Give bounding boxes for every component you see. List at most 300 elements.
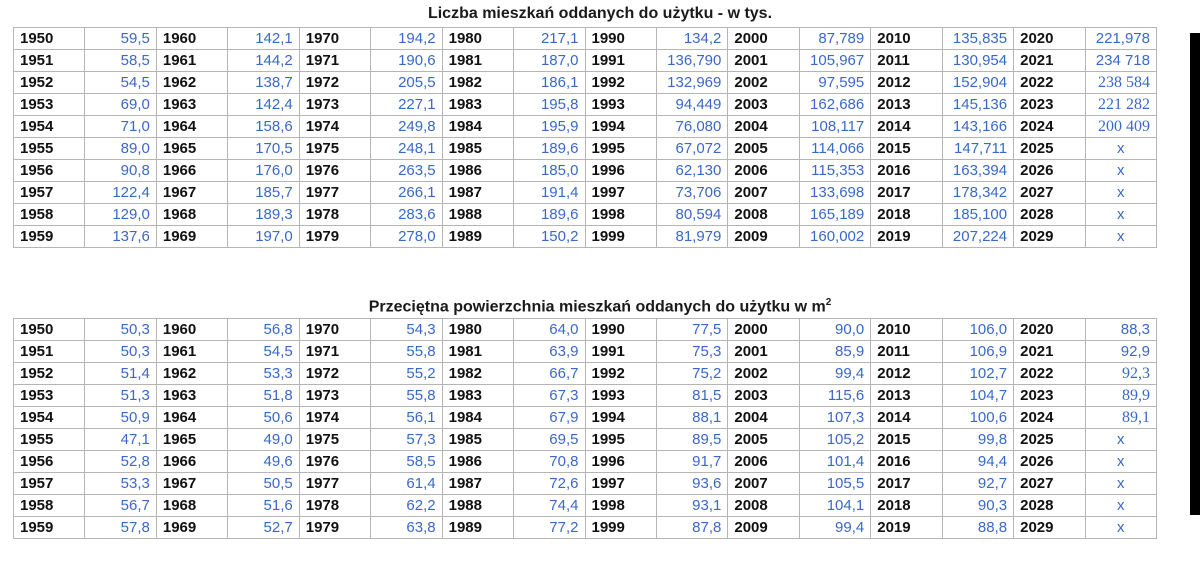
value-cell: 207,224 xyxy=(942,226,1013,248)
year-cell: 2002 xyxy=(728,72,799,94)
value-cell: 51,4 xyxy=(85,363,156,385)
value-cell: 62,130 xyxy=(656,160,727,182)
value-cell: 145,136 xyxy=(942,94,1013,116)
year-cell: 1958 xyxy=(14,495,85,517)
year-cell: 1952 xyxy=(14,363,85,385)
value-cell: 263,5 xyxy=(371,160,442,182)
value-cell: 190,6 xyxy=(371,50,442,72)
value-cell: 205,5 xyxy=(371,72,442,94)
value-cell: 66,7 xyxy=(514,363,585,385)
value-cell: 115,6 xyxy=(799,385,870,407)
value-cell: 72,6 xyxy=(514,473,585,495)
year-cell: 2000 xyxy=(728,28,799,50)
value-cell: 106,0 xyxy=(942,319,1013,341)
year-cell: 1950 xyxy=(14,319,85,341)
year-cell: 2007 xyxy=(728,473,799,495)
value-cell: 189,6 xyxy=(514,204,585,226)
year-cell: 2023 xyxy=(1014,385,1085,407)
table-row xyxy=(14,517,1157,539)
table-row xyxy=(14,319,1157,341)
year-cell: 1970 xyxy=(299,319,370,341)
value-cell: x xyxy=(1085,495,1156,517)
year-cell: 1995 xyxy=(585,429,656,451)
year-cell: 2019 xyxy=(871,517,942,539)
year-cell: 2007 xyxy=(728,182,799,204)
year-cell: 1973 xyxy=(299,94,370,116)
year-cell: 2022 xyxy=(1014,72,1085,94)
value-cell: 158,6 xyxy=(228,116,299,138)
year-cell: 1972 xyxy=(299,363,370,385)
year-cell: 2029 xyxy=(1014,226,1085,248)
value-cell: 234 718 xyxy=(1085,50,1156,72)
year-cell: 1988 xyxy=(442,204,513,226)
year-cell: 2005 xyxy=(728,138,799,160)
value-cell: 104,1 xyxy=(799,495,870,517)
value-cell: 56,1 xyxy=(371,407,442,429)
year-cell: 1979 xyxy=(299,517,370,539)
year-cell: 2020 xyxy=(1014,28,1085,50)
year-cell: 2022 xyxy=(1014,363,1085,385)
value-cell: x xyxy=(1085,517,1156,539)
value-cell: 152,904 xyxy=(942,72,1013,94)
year-cell: 1981 xyxy=(442,50,513,72)
year-cell: 2011 xyxy=(871,50,942,72)
value-cell: 59,5 xyxy=(85,28,156,50)
year-cell: 1990 xyxy=(585,28,656,50)
value-cell: 89,0 xyxy=(85,138,156,160)
year-cell: 1974 xyxy=(299,116,370,138)
table-row xyxy=(14,204,1157,226)
year-cell: 1982 xyxy=(442,72,513,94)
year-cell: 1960 xyxy=(156,319,227,341)
year-cell: 1981 xyxy=(442,341,513,363)
year-cell: 2019 xyxy=(871,226,942,248)
year-cell: 2027 xyxy=(1014,182,1085,204)
table-row xyxy=(14,72,1157,94)
value-cell: 194,2 xyxy=(371,28,442,50)
value-cell: 99,8 xyxy=(942,429,1013,451)
year-cell: 1990 xyxy=(585,319,656,341)
year-cell: 2004 xyxy=(728,116,799,138)
value-cell: 162,686 xyxy=(799,94,870,116)
value-cell: 94,4 xyxy=(942,451,1013,473)
year-cell: 1977 xyxy=(299,473,370,495)
value-cell: 51,3 xyxy=(85,385,156,407)
year-cell: 1993 xyxy=(585,94,656,116)
year-cell: 1970 xyxy=(299,28,370,50)
year-cell: 1976 xyxy=(299,451,370,473)
table-row xyxy=(14,473,1157,495)
value-cell: 89,5 xyxy=(656,429,727,451)
value-cell: 69,5 xyxy=(514,429,585,451)
value-cell: 77,5 xyxy=(656,319,727,341)
value-cell: 81,5 xyxy=(656,385,727,407)
year-cell: 1960 xyxy=(156,28,227,50)
year-cell: 1982 xyxy=(442,363,513,385)
year-cell: 1957 xyxy=(14,182,85,204)
value-cell: 170,5 xyxy=(228,138,299,160)
year-cell: 1961 xyxy=(156,50,227,72)
value-cell: 54,5 xyxy=(85,72,156,94)
value-cell: x xyxy=(1085,182,1156,204)
year-cell: 1997 xyxy=(585,473,656,495)
year-cell: 2024 xyxy=(1014,116,1085,138)
value-cell: 50,3 xyxy=(85,319,156,341)
value-cell: 142,4 xyxy=(228,94,299,116)
year-cell: 1952 xyxy=(14,72,85,94)
value-cell: 64,0 xyxy=(514,319,585,341)
value-cell: 134,2 xyxy=(656,28,727,50)
value-cell: 135,835 xyxy=(942,28,1013,50)
value-cell: x xyxy=(1085,160,1156,182)
year-cell: 1962 xyxy=(156,72,227,94)
value-cell: 71,0 xyxy=(85,116,156,138)
value-cell: 266,1 xyxy=(371,182,442,204)
year-cell: 1991 xyxy=(585,50,656,72)
value-cell: 238 584 xyxy=(1085,72,1156,94)
value-cell: 132,969 xyxy=(656,72,727,94)
value-cell: 227,1 xyxy=(371,94,442,116)
value-cell: 165,189 xyxy=(799,204,870,226)
value-cell: 105,967 xyxy=(799,50,870,72)
value-cell: 51,8 xyxy=(228,385,299,407)
year-cell: 1953 xyxy=(14,385,85,407)
value-cell: 248,1 xyxy=(371,138,442,160)
value-cell: 47,1 xyxy=(85,429,156,451)
value-cell: 76,080 xyxy=(656,116,727,138)
year-cell: 1951 xyxy=(14,341,85,363)
value-cell: 93,6 xyxy=(656,473,727,495)
value-cell: 99,4 xyxy=(799,363,870,385)
year-cell: 2017 xyxy=(871,182,942,204)
average-area-table xyxy=(13,318,1157,539)
value-cell: 114,066 xyxy=(799,138,870,160)
year-cell: 1955 xyxy=(14,429,85,451)
year-cell: 2018 xyxy=(871,495,942,517)
year-cell: 1984 xyxy=(442,116,513,138)
year-cell: 1999 xyxy=(585,226,656,248)
year-cell: 2012 xyxy=(871,363,942,385)
year-cell: 1977 xyxy=(299,182,370,204)
value-cell: 99,4 xyxy=(799,517,870,539)
year-cell: 1954 xyxy=(14,116,85,138)
year-cell: 1956 xyxy=(14,160,85,182)
value-cell: 130,954 xyxy=(942,50,1013,72)
value-cell: x xyxy=(1085,226,1156,248)
table-row xyxy=(14,116,1157,138)
year-cell: 1995 xyxy=(585,138,656,160)
year-cell: 2014 xyxy=(871,407,942,429)
year-cell: 2003 xyxy=(728,385,799,407)
year-cell: 2009 xyxy=(728,226,799,248)
value-cell: 217,1 xyxy=(514,28,585,50)
year-cell: 2006 xyxy=(728,160,799,182)
value-cell: 122,4 xyxy=(85,182,156,204)
year-cell: 2000 xyxy=(728,319,799,341)
year-cell: 1968 xyxy=(156,204,227,226)
year-cell: 1965 xyxy=(156,429,227,451)
year-cell: 2010 xyxy=(871,319,942,341)
value-cell: 89,9 xyxy=(1085,385,1156,407)
year-cell: 1967 xyxy=(156,473,227,495)
value-cell: 185,7 xyxy=(228,182,299,204)
value-cell: 102,7 xyxy=(942,363,1013,385)
year-cell: 2021 xyxy=(1014,341,1085,363)
value-cell: 136,790 xyxy=(656,50,727,72)
value-cell: 90,8 xyxy=(85,160,156,182)
value-cell: 142,1 xyxy=(228,28,299,50)
year-cell: 1966 xyxy=(156,451,227,473)
year-cell: 1999 xyxy=(585,517,656,539)
value-cell: 191,4 xyxy=(514,182,585,204)
value-cell: 55,2 xyxy=(371,363,442,385)
value-cell: 92,3 xyxy=(1085,363,1156,385)
year-cell: 1998 xyxy=(585,495,656,517)
year-cell: 2002 xyxy=(728,363,799,385)
value-cell: 221,978 xyxy=(1085,28,1156,50)
year-cell: 1958 xyxy=(14,204,85,226)
year-cell: 1991 xyxy=(585,341,656,363)
value-cell: x xyxy=(1085,451,1156,473)
table-row xyxy=(14,363,1157,385)
value-cell: 67,072 xyxy=(656,138,727,160)
value-cell: 107,3 xyxy=(799,407,870,429)
year-cell: 1996 xyxy=(585,160,656,182)
year-cell: 2026 xyxy=(1014,451,1085,473)
value-cell: 52,7 xyxy=(228,517,299,539)
year-cell: 1997 xyxy=(585,182,656,204)
value-cell: 62,2 xyxy=(371,495,442,517)
year-cell: 1964 xyxy=(156,407,227,429)
year-cell: 1956 xyxy=(14,451,85,473)
value-cell: 63,8 xyxy=(371,517,442,539)
value-cell: 100,6 xyxy=(942,407,1013,429)
year-cell: 2028 xyxy=(1014,495,1085,517)
value-cell: 56,8 xyxy=(228,319,299,341)
year-cell: 1988 xyxy=(442,495,513,517)
value-cell: 144,2 xyxy=(228,50,299,72)
title-superscript: 2 xyxy=(825,297,832,308)
table-row xyxy=(14,385,1157,407)
year-cell: 1971 xyxy=(299,341,370,363)
year-cell: 2027 xyxy=(1014,473,1085,495)
year-cell: 2016 xyxy=(871,451,942,473)
value-cell: 58,5 xyxy=(371,451,442,473)
value-cell: 104,7 xyxy=(942,385,1013,407)
value-cell: 90,3 xyxy=(942,495,1013,517)
year-cell: 1955 xyxy=(14,138,85,160)
year-cell: 1989 xyxy=(442,517,513,539)
table-row xyxy=(14,429,1157,451)
value-cell: 50,6 xyxy=(228,407,299,429)
value-cell: 63,9 xyxy=(514,341,585,363)
table-row xyxy=(14,226,1157,248)
value-cell: 70,8 xyxy=(514,451,585,473)
year-cell: 2017 xyxy=(871,473,942,495)
value-cell: 75,3 xyxy=(656,341,727,363)
year-cell: 2029 xyxy=(1014,517,1085,539)
edge-bar xyxy=(1190,33,1200,515)
year-cell: 2006 xyxy=(728,451,799,473)
table2-title: Przeciętna powierzchnia mieszkań oddanych do użytku w $m^2$ xyxy=(368,297,832,316)
year-cell: 2021 xyxy=(1014,50,1085,72)
year-cell: 1969 xyxy=(156,517,227,539)
value-cell: 185,100 xyxy=(942,204,1013,226)
year-cell: 1975 xyxy=(299,429,370,451)
value-cell: 283,6 xyxy=(371,204,442,226)
year-cell: 1953 xyxy=(14,94,85,116)
year-cell: 1969 xyxy=(156,226,227,248)
table-row xyxy=(14,94,1157,116)
value-cell: 57,3 xyxy=(371,429,442,451)
year-cell: 2018 xyxy=(871,204,942,226)
value-cell: 50,3 xyxy=(85,341,156,363)
year-cell: 1979 xyxy=(299,226,370,248)
value-cell: 53,3 xyxy=(85,473,156,495)
value-cell: 87,8 xyxy=(656,517,727,539)
year-cell: 1986 xyxy=(442,160,513,182)
value-cell: 108,117 xyxy=(799,116,870,138)
value-cell: 138,7 xyxy=(228,72,299,94)
value-cell: 94,449 xyxy=(656,94,727,116)
year-cell: 1965 xyxy=(156,138,227,160)
value-cell: 133,698 xyxy=(799,182,870,204)
year-cell: 1993 xyxy=(585,385,656,407)
value-cell: x xyxy=(1085,473,1156,495)
housing-count-table xyxy=(13,27,1157,248)
value-cell: 105,5 xyxy=(799,473,870,495)
table-row xyxy=(14,341,1157,363)
value-cell: 77,2 xyxy=(514,517,585,539)
value-cell: 58,5 xyxy=(85,50,156,72)
year-cell: 1992 xyxy=(585,363,656,385)
table-row xyxy=(14,451,1157,473)
value-cell: 73,706 xyxy=(656,182,727,204)
value-cell: 49,0 xyxy=(228,429,299,451)
year-cell: 1987 xyxy=(442,182,513,204)
year-cell: 1985 xyxy=(442,138,513,160)
table-row xyxy=(14,160,1157,182)
year-cell: 1996 xyxy=(585,451,656,473)
year-cell: 1962 xyxy=(156,363,227,385)
year-cell: 2001 xyxy=(728,341,799,363)
value-cell: 51,6 xyxy=(228,495,299,517)
year-cell: 1967 xyxy=(156,182,227,204)
value-cell: 163,394 xyxy=(942,160,1013,182)
value-cell: 195,9 xyxy=(514,116,585,138)
year-cell: 2016 xyxy=(871,160,942,182)
year-cell: 1964 xyxy=(156,116,227,138)
year-cell: 1980 xyxy=(442,319,513,341)
year-cell: 2008 xyxy=(728,495,799,517)
value-cell: 88,8 xyxy=(942,517,1013,539)
year-cell: 2008 xyxy=(728,204,799,226)
year-cell: 1985 xyxy=(442,429,513,451)
value-cell: 160,002 xyxy=(799,226,870,248)
value-cell: 147,711 xyxy=(942,138,1013,160)
value-cell: 67,9 xyxy=(514,407,585,429)
value-cell: 55,8 xyxy=(371,385,442,407)
year-cell: 1994 xyxy=(585,407,656,429)
year-cell: 2003 xyxy=(728,94,799,116)
value-cell: 57,8 xyxy=(85,517,156,539)
year-cell: 2015 xyxy=(871,429,942,451)
value-cell: x xyxy=(1085,429,1156,451)
year-cell: 1968 xyxy=(156,495,227,517)
value-cell: x xyxy=(1085,138,1156,160)
table-row xyxy=(14,182,1157,204)
value-cell: 52,8 xyxy=(85,451,156,473)
value-cell: 87,789 xyxy=(799,28,870,50)
year-cell: 1959 xyxy=(14,226,85,248)
year-cell: 2010 xyxy=(871,28,942,50)
value-cell: 90,0 xyxy=(799,319,870,341)
value-cell: 176,0 xyxy=(228,160,299,182)
year-cell: 1963 xyxy=(156,385,227,407)
table-row xyxy=(14,407,1157,429)
value-cell: 75,2 xyxy=(656,363,727,385)
value-cell: 56,7 xyxy=(85,495,156,517)
value-cell: 178,342 xyxy=(942,182,1013,204)
value-cell: 88,1 xyxy=(656,407,727,429)
value-cell: 85,9 xyxy=(799,341,870,363)
year-cell: 1989 xyxy=(442,226,513,248)
year-cell: 2028 xyxy=(1014,204,1085,226)
year-cell: 1950 xyxy=(14,28,85,50)
year-cell: 1983 xyxy=(442,385,513,407)
table-row xyxy=(14,28,1157,50)
year-cell: 1951 xyxy=(14,50,85,72)
value-cell: 187,0 xyxy=(514,50,585,72)
value-cell: 61,4 xyxy=(371,473,442,495)
value-cell: 106,9 xyxy=(942,341,1013,363)
year-cell: 2005 xyxy=(728,429,799,451)
year-cell: 2014 xyxy=(871,116,942,138)
year-cell: 2023 xyxy=(1014,94,1085,116)
table1-title: Liczba mieszkań oddanych do użytku - w tys. xyxy=(427,5,773,22)
value-cell: 150,2 xyxy=(514,226,585,248)
year-cell: 1978 xyxy=(299,495,370,517)
year-cell: 1984 xyxy=(442,407,513,429)
year-cell: 1966 xyxy=(156,160,227,182)
table-row xyxy=(14,495,1157,517)
year-cell: 1998 xyxy=(585,204,656,226)
value-cell: 74,4 xyxy=(514,495,585,517)
value-cell: x xyxy=(1085,204,1156,226)
year-cell: 2011 xyxy=(871,341,942,363)
year-cell: 1980 xyxy=(442,28,513,50)
year-cell: 2015 xyxy=(871,138,942,160)
value-cell: 186,1 xyxy=(514,72,585,94)
year-cell: 1972 xyxy=(299,72,370,94)
year-cell: 2013 xyxy=(871,385,942,407)
value-cell: 195,8 xyxy=(514,94,585,116)
value-cell: 49,6 xyxy=(228,451,299,473)
year-cell: 2025 xyxy=(1014,138,1085,160)
year-cell: 1959 xyxy=(14,517,85,539)
year-cell: 1957 xyxy=(14,473,85,495)
value-cell: 129,0 xyxy=(85,204,156,226)
value-cell: 97,595 xyxy=(799,72,870,94)
year-cell: 1963 xyxy=(156,94,227,116)
year-cell: 2012 xyxy=(871,72,942,94)
year-cell: 2026 xyxy=(1014,160,1085,182)
year-cell: 2001 xyxy=(728,50,799,72)
value-cell: 189,6 xyxy=(514,138,585,160)
year-cell: 2025 xyxy=(1014,429,1085,451)
value-cell: 91,7 xyxy=(656,451,727,473)
value-cell: 69,0 xyxy=(85,94,156,116)
